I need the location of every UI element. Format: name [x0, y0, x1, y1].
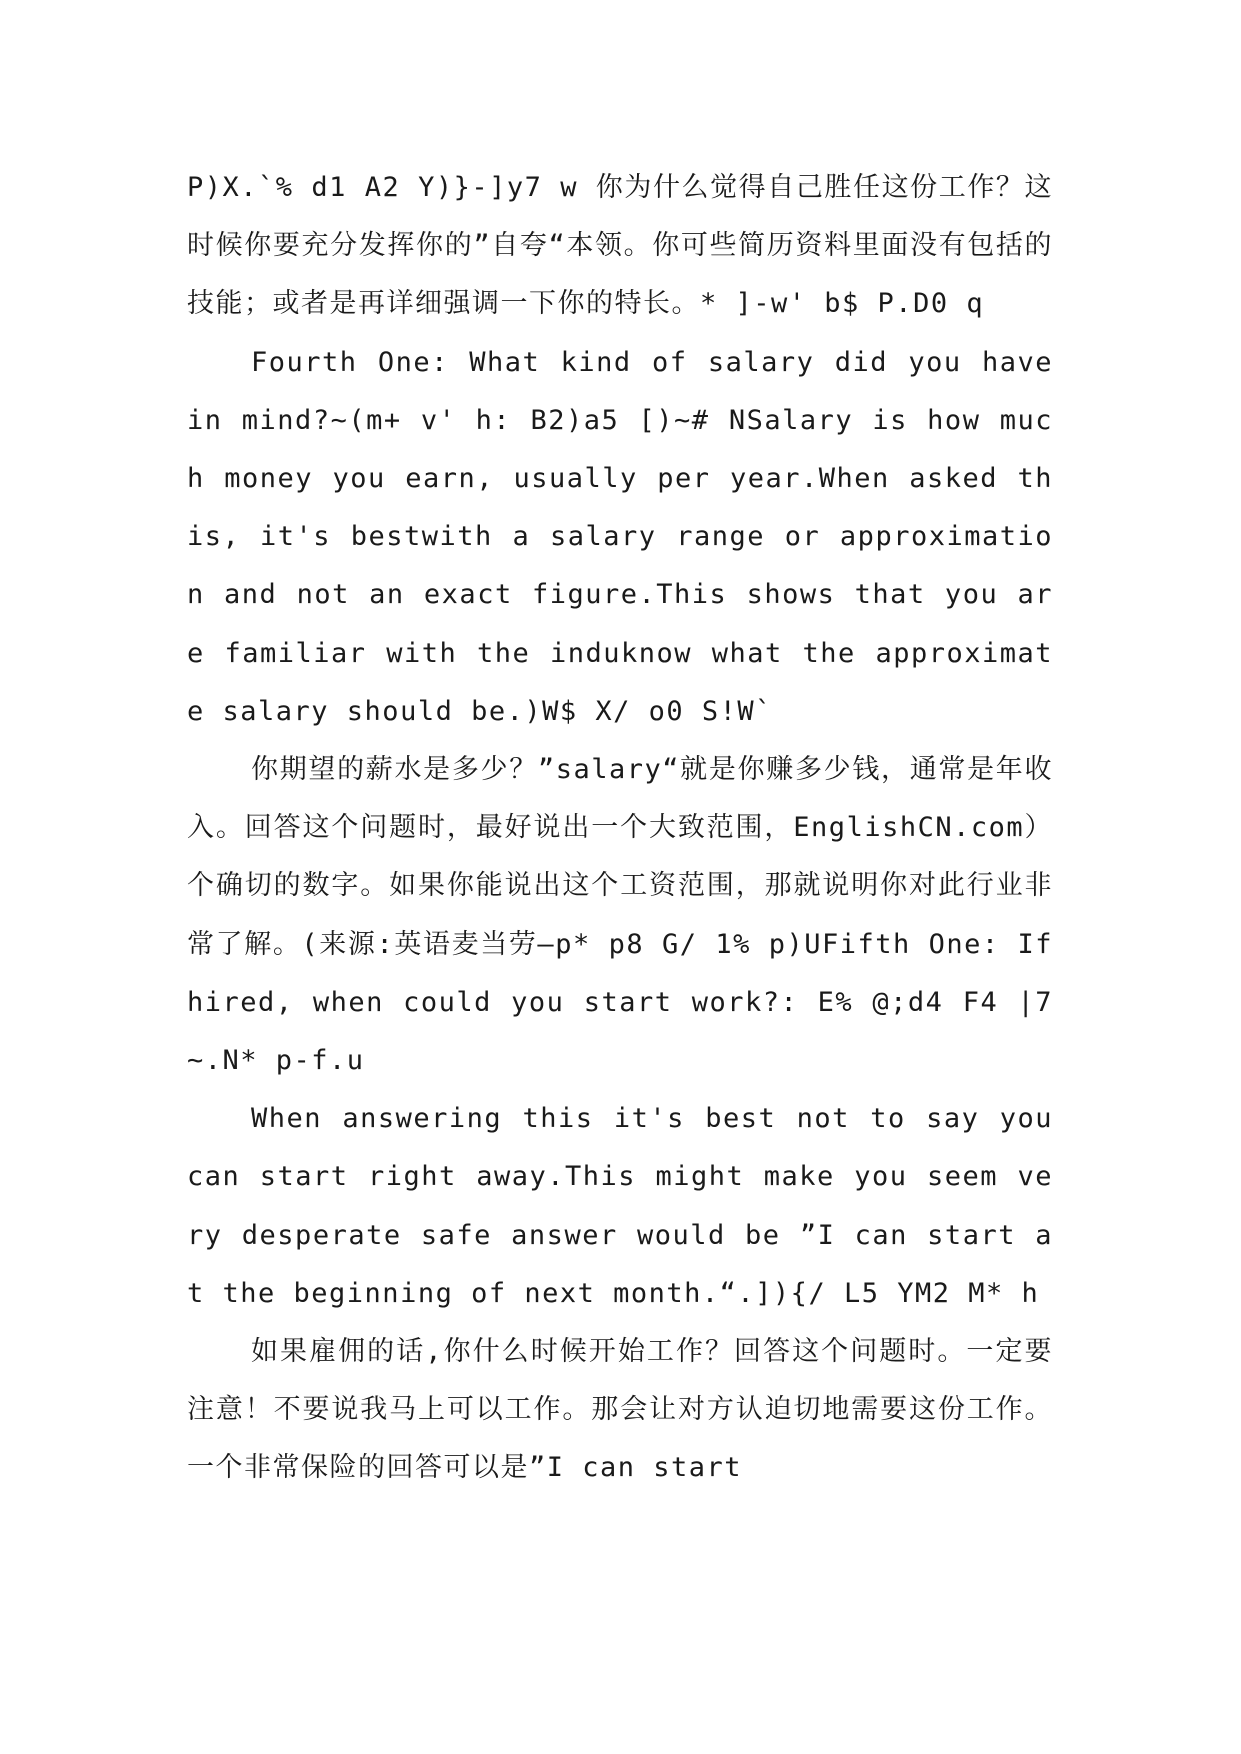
- paragraph-2: Fourth One: What kind of salary did you have in mind?~(m+ v' h: B2)a5 [)~# NSalary is how much money you earn, usually per year.When asked this, it's bestwith a salary range or approximation and not an exact figure.This shows that you are familiar with the induknow what the approximate salary should be.)W$ X/ o0 S!W`: [187, 346, 1053, 727]
- paragraph-3: 你期望的薪水是多少？”salary“就是你赚多少钱，通常是年收入。回答这个问题时，最好说出一个大致范围，EnglishCN.com）个确切的数字。如果你能说出这个工资范围，那就说明你对此行业非常了解。(来源:英语麦当劳—p* p8 G/ 1% p)UFifth One: If hired, when could you start work?: E% @;d4 F4 |7 ~.N* p-f.u: [187, 754, 1053, 1077]
- paragraph-1: P)X.`% d1 A2 Y)}-]y7 w 你为什么觉得自己胜任这份工作？这时候你要充分发挥你的”自夸“本领。你可些简历资料里面没有包括的技能；或者是再详细强调一下你的特长。* ]-w' b$ P.D0 q: [187, 172, 1053, 320]
- paragraph-4: When answering this it's best not to say you can start right away.This might make you seem very desperate safe answer would be ”I can start at the beginning of next month.“.]){/ L5 YM2 M* h: [187, 1103, 1053, 1309]
- paragraph-5: 如果雇佣的话,你什么时候开始工作？回答这个问题时。一定要注意！不要说我马上可以工作。那会让对方认迫切地需要这份工作。一个非常保险的回答可以是”I can start: [187, 1336, 1053, 1484]
- document-body: [187, 159, 1053, 1498]
